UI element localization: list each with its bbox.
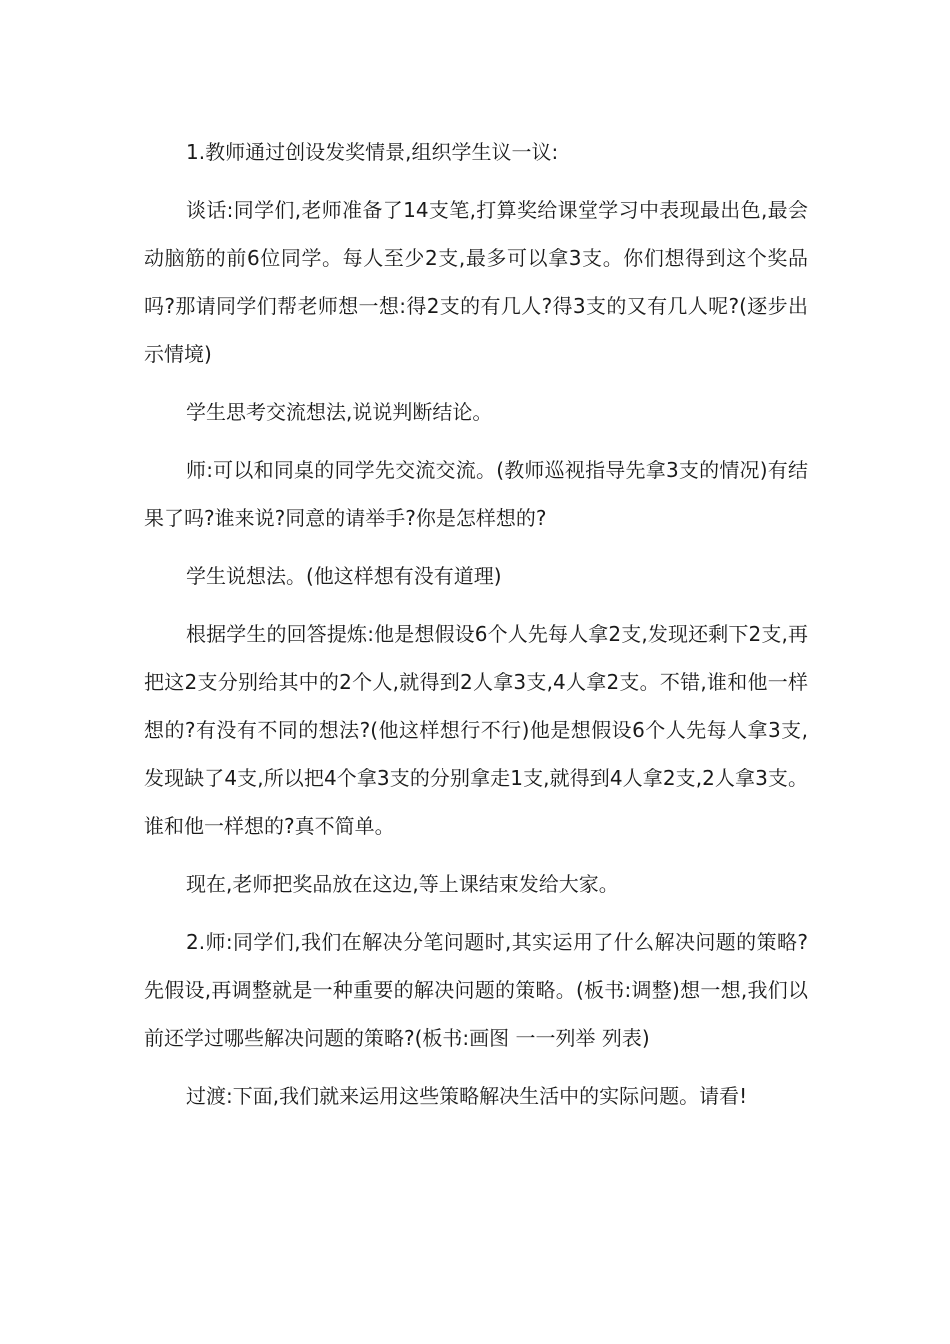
paragraph-student-think: 学生思考交流想法,说说判断结论。 [186,400,493,424]
paragraph-student-idea: 学生说想法。(他这样想有没有道理) [186,564,502,588]
paragraph-prize: 现在,老师把奖品放在这边,等上课结束发给大家。 [186,872,619,896]
paragraph-strategy: 2.师:同学们,我们在解决分笔问题时,其实运用了什么解决问题的策略?先假设,再调整就是一种重要的解决问题的策略。(板书:调整)想一想,我们以前还学过哪些解决问题的策略?(板书:画图 一一列举 列表) [144,930,808,1050]
paragraph-transition: 过渡:下面,我们就来运用这些策略解决生活中的实际问题。请看! [186,1084,748,1108]
paragraph-teacher-discuss: 师:可以和同桌的同学先交流交流。(教师巡视指导先拿3支的情况)有结果了吗?谁来说?同意的请举手?你是怎样想的? [144,458,808,530]
document-body [144,128,808,1130]
paragraph-intro: 1.教师通过创设发奖情景,组织学生议一议: [186,140,559,164]
paragraph-teacher-talk: 谈话:同学们,老师准备了14支笔,打算奖给课堂学习中表现最出色,最会动脑筋的前6位同学。每人至少2支,最多可以拿3支。你们想得到这个奖品吗?那请同学们帮老师想一想:得2支的有几人?得3支的又有几人呢?(逐步出示情境) [144,198,808,366]
paragraph-summary: 根据学生的回答提炼:他是想假设6个人先每人拿2支,发现还剩下2支,再把这2支分别给其中的2个人,就得到2人拿3支,4人拿2支。不错,谁和他一样想的?有没有不同的想法?(他这样想行不行)他是想假设6个人先每人拿3支,发现缺了4支,所以把4个拿3支的分别拿走1支,就得到4人拿2支,2人拿3支。谁和他一样想的?真不简单。 [144,622,808,838]
